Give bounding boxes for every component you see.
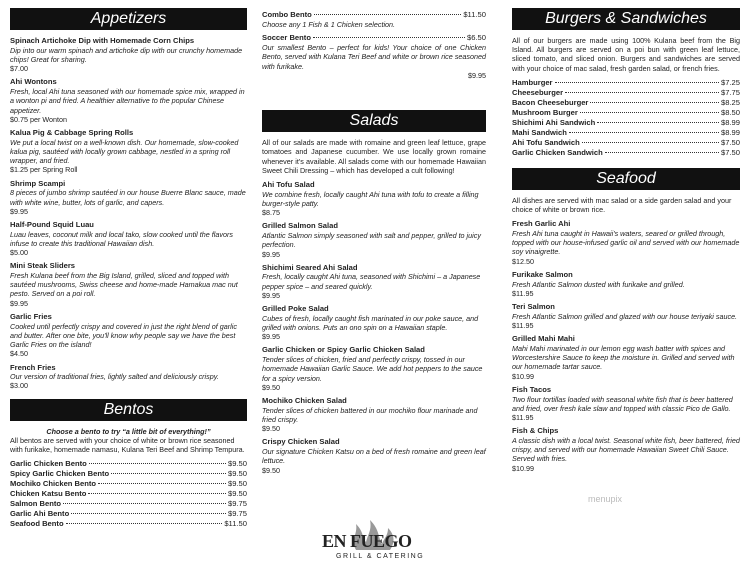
appetizers-item-price: $9.95	[10, 206, 28, 216]
salads-item-price: $9.95	[262, 290, 280, 300]
appetizers-item-name: Kalua Pig & Cabbage Spring Rolls	[10, 127, 134, 137]
burgers-row-name: Ahi Tofu Sandwich	[512, 137, 580, 147]
seafood-item-desc: A classic dish with a local twist. Seasonal white fish, beer battered, fried crispy, and served with our homemade Hawaiian Sweet Chili Sauce. Served with fries.	[512, 435, 740, 464]
burgers-row-name: Bacon Cheeseburger	[512, 97, 589, 107]
soccer-bento-price-2: $9.95	[468, 70, 486, 80]
leader-dots	[580, 112, 719, 113]
leader-dots	[597, 122, 719, 123]
bentos-row-price: $11.50	[224, 519, 247, 529]
burgers-row-price: $7.75	[720, 87, 740, 97]
seafood-item-price: $11.95	[512, 288, 534, 298]
appetizers-item-name: Half-Pound Squid Luau	[10, 219, 94, 229]
salads-item	[262, 180, 486, 217]
appetizers-item-price: $5.00	[10, 248, 28, 258]
seafood-item	[512, 302, 740, 330]
bentos-row-price: $9.75	[227, 499, 247, 509]
salads-item-desc: Tender slices of chicken, fried and perfectly crispy, tossed in our homemade Hawaiian Garlic Sauce. We add hot peppers to the sauce for a spicy version.	[262, 355, 483, 383]
burgers-row	[512, 148, 740, 158]
salads-item	[262, 263, 486, 300]
appetizers-item-name: Garlic Fries	[10, 311, 52, 321]
seafood-item-name: Furikake Salmon	[512, 269, 573, 279]
watermark: menupix	[588, 494, 623, 504]
salads-item	[262, 437, 486, 474]
seafood-item	[512, 385, 740, 422]
bentos-row-price: $9.50	[227, 469, 247, 479]
leader-dots	[569, 132, 719, 133]
bentos-row-name: Garlic Ahi Bento	[10, 509, 70, 519]
burgers-row-name: Cheeseburger	[512, 87, 564, 97]
salads-intro: All of our salads are made with romaine and green leaf lettuce, grape tomatoes and Japanese cucumber. We use locally grown romaine whenever it's available. All salads come with our homemade Hawaiian Sweet Chili Dressing – which has developed a cult following!	[262, 138, 486, 175]
appetizers-item	[10, 36, 247, 73]
burgers-row	[512, 98, 740, 108]
leader-dots	[98, 483, 226, 484]
burgers-row-name: Shichimi Ahi Sandwich	[512, 117, 596, 127]
salads-item	[262, 396, 486, 433]
appetizer-list	[10, 36, 247, 391]
appetizers-item-desc: Luau leaves, coconut milk and local tako, slow cooked until the flavors infuse to create this traditional Hawaiian dish.	[10, 229, 233, 248]
leader-dots	[582, 142, 719, 143]
appetizers-item-price: $9.95	[10, 298, 28, 308]
salads-item-desc: Our signature Chicken Katsu on a bed of fresh romaine and green leaf lettuce.	[262, 447, 486, 466]
appetizers-item-desc: Dip into our warm spinach and artichoke dip with our crunchy homemade chips! Great for sharing.	[10, 45, 243, 64]
burgers-row	[512, 118, 740, 128]
leader-dots	[71, 513, 226, 514]
seafood-list	[512, 219, 740, 472]
bentos-row-name: Seafood Bento	[10, 519, 64, 529]
burgers-row	[512, 138, 740, 148]
seafood-item-desc: Fresh Atlantic Salmon grilled and glazed with our house teriyaki sauce.	[512, 311, 738, 321]
salads-item-desc: Fresh, locally caught Ahi tuna, seasoned with Shichimi – a Japanese pepper spice – and seared quickly.	[262, 272, 481, 291]
burgers-row	[512, 88, 740, 98]
bentos-row-name: Mochiko Chicken Bento	[10, 479, 97, 489]
bentos-row	[10, 509, 247, 519]
appetizers-item-name: Shrimp Scampi	[10, 178, 66, 188]
salad-list	[262, 180, 486, 475]
combo-bento	[262, 10, 486, 29]
logo-wordmark: EN FUEGO	[322, 531, 412, 551]
burgers-row	[512, 78, 740, 88]
seafood-item-price: $11.95	[512, 412, 534, 422]
bentos-row-name: Salmon Bento	[10, 499, 62, 509]
bento-list	[10, 459, 247, 529]
burgers-row-price: $8.50	[720, 107, 740, 117]
bentos-row-name: Spicy Garlic Chicken Bento	[10, 469, 110, 479]
burgers-heading: Burgers & Sandwiches	[512, 8, 740, 30]
appetizers-item	[10, 312, 247, 359]
salads-item-price: $9.95	[262, 332, 280, 342]
leader-dots	[89, 463, 226, 464]
logo-subtitle: GRILL & CATERING	[336, 553, 425, 560]
appetizers-item	[10, 220, 247, 257]
middle-column	[262, 0, 486, 479]
burgers-row-price: $8.99	[720, 117, 740, 127]
salads-item-price: $9.50	[262, 465, 280, 475]
leader-dots	[63, 503, 226, 504]
appetizers-item-name: Spinach Artichoke Dip with Homemade Corn Chips	[10, 36, 195, 45]
salads-item	[262, 221, 486, 258]
bentos-row	[10, 479, 247, 489]
soccer-bento-price: $6.50	[466, 33, 486, 43]
appetizers-item-desc: Fresh Kulana beef from the Big Island, grilled, sliced and topped with sautéed mushrooms, Swiss cheese and home-made Hamakua mac nut pesto. Served on a poi roll.	[10, 271, 238, 299]
appetizers-item	[10, 77, 247, 124]
bentos-description: All bentos are served with your choice of white or brown rice seasoned with furikake, homemade namasu, Kulana Teri Beef and Shrimp Tempura.	[10, 435, 245, 455]
seafood-item-desc: Fresh Ahi tuna caught in Hawaii's waters, seared or grilled through, topped with our house-infused garlic oil and served with our homemade soy vinaigrette.	[512, 229, 740, 257]
appetizers-heading: Appetizers	[10, 8, 247, 30]
bentos-row-name: Garlic Chicken Bento	[10, 459, 87, 469]
bentos-row-name: Chicken Katsu Bento	[10, 489, 87, 499]
bentos-row	[10, 499, 247, 509]
soccer-bento	[262, 33, 486, 80]
bentos-row	[10, 459, 247, 469]
appetizers-item-desc: Cooked until perfectly crispy and covered in just the right blend of garlic and butter. After one bite, you'll know why people say we have the best Garlic Fries on the island!	[10, 321, 237, 350]
right-column	[512, 0, 740, 477]
seafood-item	[512, 219, 740, 266]
salads-item-price: $8.75	[262, 208, 280, 218]
burgers-row	[512, 108, 740, 118]
seafood-item-name: Fish & Chips	[512, 426, 559, 436]
salads-item-price: $9.50	[262, 424, 280, 434]
appetizers-item-name: Mini Steak Sliders	[10, 261, 75, 271]
burgers-row-name: Garlic Chicken Sandwich	[512, 147, 603, 157]
salads-item-desc: Cubes of fresh, locally caught fish marinated in our poke sauce, and grilled with onions. Puts an ono spin on a Hawaiian staple.	[262, 313, 479, 333]
bentos-row	[10, 469, 247, 479]
burgers-row-price: $7.50	[720, 147, 740, 157]
salads-item-name: Grilled Salmon Salad	[262, 221, 338, 231]
appetizers-item-price: $7.00	[10, 64, 28, 74]
salads-item-name: Shichimi Seared Ahi Salad	[262, 262, 358, 272]
bentos-intro	[10, 427, 247, 455]
seafood-item-price: $11.95	[512, 321, 534, 330]
soccer-bento-name: Soccer Bento	[262, 33, 311, 43]
appetizers-item	[10, 261, 247, 308]
bentos-row-price: $9.75	[227, 509, 247, 519]
seafood-item	[512, 334, 740, 381]
salads-item-desc: Tender slices of chicken battered in our mochiko flour marinade and fried crispy.	[262, 405, 478, 424]
seafood-item-price: $10.99	[512, 463, 534, 473]
burgers-row-price: $7.50	[720, 137, 740, 147]
combo-bento-price: $11.50	[463, 10, 486, 19]
seafood-item-name: Fish Tacos	[512, 384, 552, 394]
appetizers-item-desc: We put a local twist on a well-known dish. Our homemade, slow-cooked kalua pig, sautéed with locally grown cabbage, nestled in a spring roll wrapper, and fried.	[10, 137, 239, 166]
salads-item-name: Garlic Chicken or Spicy Garlic Chicken Salad	[262, 345, 425, 355]
salads-item-name: Ahi Tofu Salad	[262, 179, 315, 189]
seafood-item-desc: Mahi Mahi marinated in our lemon egg wash batter with spices and Worcestershire Sauce to keep the moisture in. Grilled and served with our homemade tartar sauce.	[512, 343, 735, 372]
combo-bento-name: Combo Bento	[262, 10, 312, 19]
appetizers-item-desc: Fresh, local Ahi tuna seasoned with our homemade spice mix, wrapped in a wonton pi and fried. A healthier alternative to the popular Chinese appetizer.	[10, 87, 245, 115]
seafood-item-price: $12.50	[512, 256, 534, 266]
seafood-item-desc: Two flour tortillas loaded with seasonal white fish that is beer battered and fried, over fresh kale slaw and topped with classic Pico de Gallo.	[512, 394, 733, 413]
burgers-row-name: Mushroom Burger	[512, 107, 578, 117]
leader-dots	[605, 152, 719, 153]
appetizers-item	[10, 179, 247, 216]
appetizers-item-price: $1.25 per Spring Roll	[10, 165, 78, 175]
left-column	[10, 0, 247, 529]
salads-item	[262, 304, 486, 341]
leader-dots	[111, 473, 226, 474]
appetizers-item-desc: Our version of traditional fries, lightly salted and deliciously crispy.	[10, 372, 219, 382]
seafood-item	[512, 270, 740, 298]
salads-item-price: $9.95	[262, 249, 280, 259]
burgers-row-name: Hamburger	[512, 77, 553, 87]
appetizers-item-price: $4.50	[10, 349, 28, 359]
salads-heading: Salads	[262, 110, 486, 132]
burger-list	[512, 78, 740, 158]
leader-dots	[565, 92, 719, 93]
salads-item-name: Crispy Chicken Salad	[262, 437, 340, 447]
salads-item-name: Grilled Poke Salad	[262, 304, 329, 314]
leader-dots	[88, 493, 226, 494]
seafood-item-desc: Fresh Atlantic Salmon dusted with furikake and grilled.	[512, 279, 685, 289]
appetizers-item-desc: 8 pieces of jumbo shrimp sautéed in our house Buerre Blanc sauce, made with white wine, butter, lots of garlic, and capers.	[10, 188, 246, 207]
en-fuego-logo	[322, 520, 432, 572]
appetizers-item-name: Ahi Wontons	[10, 77, 57, 87]
appetizers-item-price: $3.00	[10, 381, 28, 391]
seafood-item	[512, 426, 740, 473]
burgers-row	[512, 128, 740, 138]
bentos-row-price: $9.50	[227, 489, 247, 499]
burgers-row-price: $8.99	[720, 127, 740, 137]
bentos-heading: Bentos	[10, 399, 247, 421]
appetizers-item-name: French Fries	[10, 362, 56, 372]
seafood-item-name: Teri Salmon	[512, 302, 555, 312]
leader-dots	[66, 523, 223, 524]
seafood-item-name: Fresh Garlic Ahi	[512, 219, 571, 229]
seafood-heading: Seafood	[512, 168, 740, 190]
appetizers-item	[10, 363, 247, 391]
burgers-row-price: $7.25	[720, 77, 740, 87]
bentos-row-price: $9.50	[227, 479, 247, 489]
bentos-row	[10, 519, 247, 529]
salads-item-name: Mochiko Chicken Salad	[262, 396, 347, 406]
bentos-row-price: $9.50	[227, 459, 247, 469]
appetizers-item	[10, 128, 247, 175]
seafood-item-name: Grilled Mahi Mahi	[512, 334, 575, 344]
burgers-row-price: $8.25	[720, 97, 740, 107]
salads-item	[262, 345, 486, 392]
bentos-row	[10, 489, 247, 499]
leader-dots	[555, 82, 719, 83]
burgers-intro: All of our burgers are made using 100% Kulana beef from the Big Island. All burgers are served on a poi bun with green leaf lettuce, sliced tomato, and sliced onion. Burgers and sandwiches are served with your choice of mac salad, fresh garden salad, or french fries.	[512, 36, 740, 73]
bentos-tagline: Choose a bento to try “a little bit of everything!”	[46, 426, 211, 436]
combo-bento-desc: Choose any 1 Fish & 1 Chicken selection.	[262, 20, 396, 29]
salads-item-price: $9.50	[262, 382, 280, 392]
leader-dots	[590, 102, 719, 103]
salads-item-desc: We combine fresh, locally caught Ahi tuna with tofu to create a filling burger-style patty.	[262, 189, 479, 208]
salads-item-desc: Atlantic Salmon simply seasoned with salt and pepper, grilled to juicy perfection.	[262, 231, 481, 250]
soccer-bento-desc: Our smallest Bento – perfect for kids! Your choice of one Chicken Bento, served with Kulana Teri Beef and white or brown rice seasoned with furikake.	[262, 43, 486, 71]
burgers-row-name: Mahi Sandwich	[512, 127, 567, 137]
seafood-item-price: $10.99	[512, 371, 534, 381]
seafood-intro: All dishes are served with mac salad or a side garden salad and your choice of white or brown rice.	[512, 195, 732, 215]
appetizers-item-price: $0.75 per Wonton	[10, 114, 68, 124]
